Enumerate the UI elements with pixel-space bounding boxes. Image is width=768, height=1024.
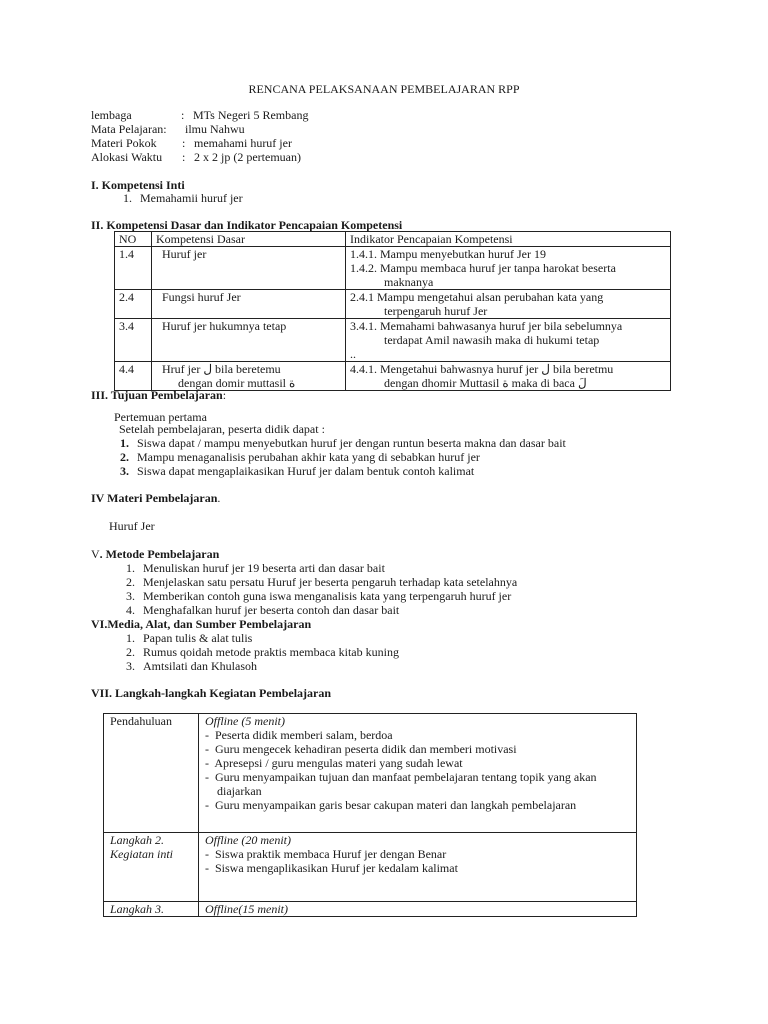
- table-row: 1.4 Huruf jer 1.4.1. Mampu menyebutkan huruf Jer 19 1.4.2. Mampu membaca huruf jer tanpa harokat beserta maknanya: [115, 247, 671, 290]
- table-row: 2.4 Fungsi huruf Jer 2.4.1 Mampu mengetahui alsan perubahan kata yang terpengaruh huruf Jer: [115, 290, 671, 319]
- list-item: - Siswa mengaplikasikan Huruf jer kedalam kalimat: [205, 861, 458, 875]
- identity-label-mapel: Mata Pelajaran:: [91, 122, 167, 136]
- identity-label-lembaga: lembaga: [91, 108, 132, 122]
- table-header-row: [115, 232, 671, 247]
- list-item: - Siswa praktik membaca Huruf jer dengan Benar: [205, 847, 447, 861]
- list-item: 1. Papan tulis & alat tulis: [126, 631, 253, 645]
- tujuan-intro: Setelah pembelajaran, peserta didik dapat :: [119, 422, 325, 436]
- list-item: 3. Amtsilati dan Khulasoh: [126, 659, 257, 673]
- list-item: - Apresepsi / guru mengulas materi yang sudah lewat: [205, 756, 463, 770]
- section-heading-kompetensi-dasar: II. Kompetensi Dasar dan Indikator Pencapaian Kompetensi: [91, 218, 403, 232]
- identity-label-materi: Materi Pokok: [91, 136, 157, 150]
- table-row: Langkah 2. Kegiatan inti Offline (20 menit) - Siswa praktik membaca Huruf jer dengan Benar - Siswa mengaplikasikan Huruf jer kedalam kalimat: [104, 833, 637, 902]
- section-heading-metode: V. Metode Pembelajaran: [91, 547, 220, 561]
- identity-sep: :: [182, 150, 186, 164]
- identity-value-alokasi: 2 x 2 jp (2 pertemuan): [194, 150, 301, 164]
- page-title: RENCANA PELAKSANAAN PEMBELAJARAN RPP: [248, 82, 520, 96]
- table-row: 3.4 Huruf jer hukumnya tetap 3.4.1. Memahami bahwasanya huruf jer bila sebelumnya terdapat Amil nawasih maka di hukumi tetap ..: [115, 319, 671, 362]
- identity-value-mapel: ilmu Nahwu: [185, 122, 245, 136]
- list-item: - Peserta didik memberi salam, berdoa: [205, 728, 393, 742]
- section-heading-kompetensi-inti: I. Kompetensi Inti: [91, 178, 185, 192]
- table-header: NO: [115, 232, 152, 247]
- materi-text: Huruf Jer: [109, 519, 155, 533]
- list-item: 1. Siswa dapat / mampu menyebutkan huruf jer dengan runtun beserta makna dan dasar bait: [120, 436, 566, 450]
- list-item: 1. Menuliskan huruf jer 19 beserta arti dan dasar bait: [126, 561, 385, 575]
- activity-steps-table: [103, 713, 637, 917]
- identity-label-alokasi: Alokasi Waktu: [91, 150, 163, 164]
- list-item: - Guru menyampaikan garis besar cakupan materi dan langkah pembelajaran: [205, 798, 577, 812]
- table-row: Langkah 3. Offline(15 menit): [104, 902, 637, 917]
- list-item: 2. Menjelaskan satu persatu Huruf jer beserta pengaruh terhadap kata setelahnya: [126, 575, 518, 589]
- section-heading-media: VI.Media, Alat, dan Sumber Pembelajaran: [91, 617, 312, 631]
- list-item: 4. Menghafalkan huruf jer beserta contoh dan dasar bait: [126, 603, 400, 617]
- identity-sep: :: [181, 108, 185, 122]
- identity-value-materi: memahami huruf jer: [194, 136, 292, 150]
- section-heading-tujuan: III. Tujuan Pembelajaran:: [91, 388, 227, 402]
- table-header: Kompetensi Dasar: [152, 232, 346, 247]
- section-heading-materi: IV Materi Pembelajaran.: [91, 491, 221, 505]
- table-header: Indikator Pencapaian Kompetensi: [346, 232, 671, 247]
- list-item: 1. Memahamii huruf jer: [123, 191, 243, 205]
- list-item: 2. Rumus qoidah metode praktis membaca kitab kuning: [126, 645, 399, 659]
- list-item: - Guru menyampaikan tujuan dan manfaat pembelajaran tentang topik yang akan diajarkan: [205, 770, 597, 798]
- meeting-label: Pertemuan pertama: [114, 410, 207, 424]
- list-item: 3. Siswa dapat mengaplaikasikan Huruf jer dalam bentuk contoh kalimat: [120, 464, 475, 478]
- kd-indicator-table: [114, 231, 671, 391]
- list-item: 3. Memberikan contoh guna iswa menganalisis kata yang terpengaruh huruf jer: [126, 589, 512, 603]
- table-row: Pendahuluan Offline (5 menit) - Peserta didik memberi salam, berdoa - Guru mengecek kehadiran peserta didik dan memberi motivasi - Apresepsi / guru mengulas materi yang sudah lewat - Guru menyampaikan tujuan dan manfaat pembelajaran tentang topik yang akan diajarkan - Guru menyampaikan garis besar cakupan materi dan langkah pembelajaran: [104, 714, 637, 833]
- list-item: 2. Mampu menaganalisis perubahan akhir kata yang di sebabkan huruf jer: [120, 450, 480, 464]
- table-row: 4.4 Hruf jer ل bila beretemu dengan domir muttasil ة 4.4.1. Mengetahui bahwasnya huruf jer ل bila beretmu dengan dhomir Muttasil ة maka di baca لَ: [115, 362, 671, 391]
- identity-value-lembaga: MTs Negeri 5 Rembang: [193, 108, 309, 122]
- list-item: - Guru mengecek kehadiran peserta didik dan memberi motivasi: [205, 742, 517, 756]
- identity-sep: :: [182, 136, 186, 150]
- section-heading-langkah: VII. Langkah-langkah Kegiatan Pembelajaran: [91, 686, 332, 700]
